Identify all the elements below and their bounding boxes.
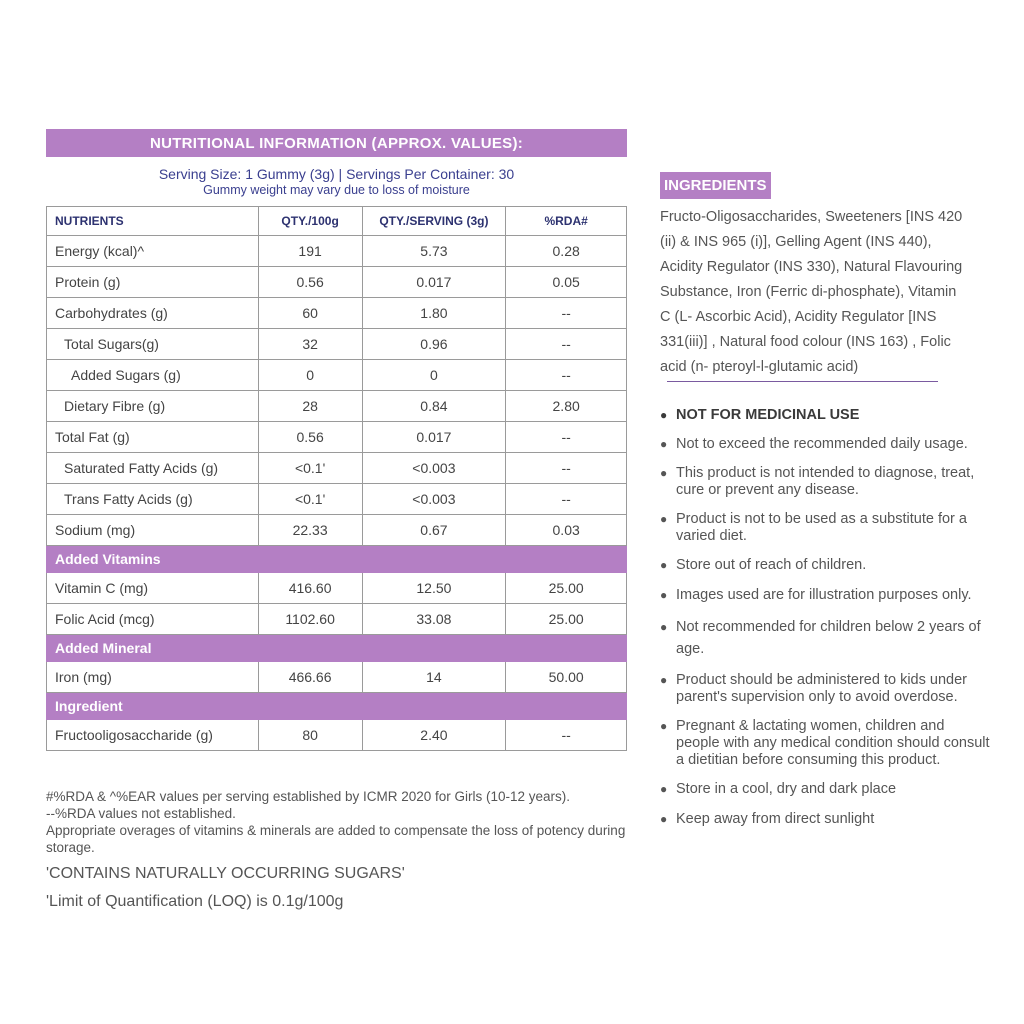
rda-value: -- — [506, 329, 627, 360]
rda-value: 0.03 — [506, 515, 627, 546]
table-row — [47, 604, 627, 635]
footnotes — [46, 788, 666, 916]
warning-text: Store in a cool, dry and dark place — [676, 781, 897, 797]
section-cell — [258, 693, 362, 720]
qty-per100: 60 — [258, 298, 362, 329]
col-header-nutrients: NUTRIENTS — [47, 207, 259, 236]
col-header-serving: QTY./SERVING (3g) — [362, 207, 506, 236]
section-cell — [258, 635, 362, 662]
warning-text: Product is not to be used as a substitute for a varied diet. — [676, 511, 967, 544]
table-row — [47, 360, 627, 391]
ingredients-text: Fructo-Oligosaccharides, Sweeteners [INS 420 (ii) & INS 965 (i)], Gelling Agent (INS 440), Acidity Regulator (INS 330), Natural Flavouring Substance, Iron (Ferric di-phosphate), Vitamin C (L- Ascorbic Acid), Acidity Regulator [INS 331(iii)] , Natural food colour (INS 163) , Folic acid (n- pteroyl-l-glutamic acid) — [660, 209, 963, 375]
nutrition-header: NUTRITIONAL INFORMATION (APPROX. VALUES): — [46, 129, 627, 157]
section-cell — [362, 635, 506, 662]
qty-serving: 0 — [362, 360, 506, 391]
qty-per100: 0.56 — [258, 267, 362, 298]
qty-per100: 191 — [258, 236, 362, 267]
list-item — [660, 407, 990, 424]
table-row — [47, 267, 627, 298]
qty-per100: 28 — [258, 391, 362, 422]
nutrient-name: Added Sugars (g) — [47, 360, 259, 391]
nutrient-name: Iron (mg) — [47, 662, 259, 693]
qty-serving: 14 — [362, 662, 506, 693]
weight-note: Gummy weight may vary due to loss of moisture — [203, 183, 470, 197]
nutrient-name: Protein (g) — [47, 267, 259, 298]
table-row — [47, 573, 627, 604]
nutrient-name: Total Sugars(g) — [47, 329, 259, 360]
footnote-rda-not-established: --%RDA values not established. — [46, 806, 236, 821]
nutrient-name: Saturated Fatty Acids (g) — [47, 453, 259, 484]
qty-per100: 0 — [258, 360, 362, 391]
qty-serving: 12.50 — [362, 573, 506, 604]
list-item — [660, 616, 990, 660]
qty-per100: 32 — [258, 329, 362, 360]
warning-text: Store out of reach of children. — [676, 557, 867, 573]
qty-serving: 2.40 — [362, 720, 506, 751]
table-row — [47, 422, 627, 453]
nutrient-name: Total Fat (g) — [47, 422, 259, 453]
footnote-overages: Appropriate overages of vitamins & minerals are added to compensate the loss of potency during storage. — [46, 823, 626, 855]
section-row-ingredient — [47, 693, 627, 720]
list-item — [660, 781, 990, 798]
list-item — [660, 511, 990, 545]
qty-serving: 0.017 — [362, 422, 506, 453]
section-cell — [506, 635, 627, 662]
warning-text: NOT FOR MEDICINAL USE — [676, 407, 860, 423]
footnote-naturally-occurring-sugars: 'CONTAINS NATURALLY OCCURRING SUGARS' — [46, 865, 405, 882]
bullet-icon: ● — [660, 673, 668, 687]
list-item — [660, 557, 990, 574]
col-header-per100: QTY./100g — [258, 207, 362, 236]
table-row — [47, 391, 627, 422]
warning-text: Not to exceed the recommended daily usage. — [676, 436, 968, 452]
rda-value: 0.05 — [506, 267, 627, 298]
warning-text: Not recommended for children below 2 years of age. — [676, 619, 981, 657]
list-item — [660, 718, 990, 769]
bullet-icon: ● — [660, 437, 668, 451]
qty-per100: 416.60 — [258, 573, 362, 604]
qty-serving: 33.08 — [362, 604, 506, 635]
rda-value: -- — [506, 720, 627, 751]
table-row — [47, 720, 627, 751]
rda-value: 25.00 — [506, 604, 627, 635]
qty-serving: 0.84 — [362, 391, 506, 422]
warning-text: This product is not intended to diagnose, treat, cure or prevent any disease. — [676, 465, 975, 498]
list-item — [660, 465, 990, 499]
divider — [667, 381, 938, 382]
list-item — [660, 811, 990, 828]
list-item — [660, 672, 990, 706]
bullet-icon: ● — [660, 812, 668, 826]
table-header-row — [47, 207, 627, 236]
table-row — [47, 484, 627, 515]
section-label-mineral: Added Mineral — [47, 635, 259, 662]
warning-text: Product should be administered to kids under parent's supervision only to avoid overdose. — [676, 672, 967, 705]
qty-per100: <0.1' — [258, 484, 362, 515]
qty-per100: 466.66 — [258, 662, 362, 693]
bullet-icon: ● — [660, 466, 668, 480]
rda-value: 25.00 — [506, 573, 627, 604]
nutrient-name: Fructooligosaccharide (g) — [47, 720, 259, 751]
bullet-icon: ● — [660, 512, 668, 526]
bullet-icon: ● — [660, 719, 668, 733]
ingredients-title: INGREDIENTS — [660, 172, 771, 199]
serving-size-line: Serving Size: 1 Gummy (3g) | Servings Per Container: 30 — [158, 166, 515, 182]
nutrient-name: Vitamin C (mg) — [47, 573, 259, 604]
list-item — [660, 436, 990, 453]
rda-value: -- — [506, 484, 627, 515]
table-row — [47, 298, 627, 329]
bullet-icon: ● — [660, 620, 668, 634]
rda-value: 2.80 — [506, 391, 627, 422]
bullet-icon: ● — [660, 408, 668, 422]
rda-value: -- — [506, 422, 627, 453]
section-cell — [506, 693, 627, 720]
qty-serving: <0.003 — [362, 484, 506, 515]
section-cell — [362, 546, 506, 573]
qty-per100: 0.56 — [258, 422, 362, 453]
section-cell — [362, 693, 506, 720]
bullet-icon: ● — [660, 558, 668, 572]
qty-serving: 5.73 — [362, 236, 506, 267]
qty-per100: 1102.60 — [258, 604, 362, 635]
qty-per100: <0.1' — [258, 453, 362, 484]
section-cell — [258, 546, 362, 573]
nutrition-table — [46, 206, 627, 751]
section-cell — [506, 546, 627, 573]
qty-serving: 0.96 — [362, 329, 506, 360]
table-row — [47, 236, 627, 267]
rda-value: -- — [506, 360, 627, 391]
nutrient-name: Sodium (mg) — [47, 515, 259, 546]
warning-text: Pregnant & lactating women, children and people with any medical condition should consult a dietitian before consuming this product. — [676, 718, 990, 768]
qty-serving: 1.80 — [362, 298, 506, 329]
rda-value: -- — [506, 453, 627, 484]
section-row-vitamins — [47, 546, 627, 573]
rda-value: -- — [506, 298, 627, 329]
bullet-icon: ● — [660, 782, 668, 796]
bullet-icon: ● — [660, 588, 668, 602]
section-label-vitamins: Added Vitamins — [47, 546, 259, 573]
table-row — [47, 515, 627, 546]
footnote-loq: 'Limit of Quantification (LOQ) is 0.1g/100g — [46, 893, 344, 910]
qty-serving: 0.017 — [362, 267, 506, 298]
warnings-list — [660, 407, 990, 828]
table-row — [47, 329, 627, 360]
warning-text: Keep away from direct sunlight — [676, 811, 875, 827]
table-row — [47, 662, 627, 693]
col-header-rda: %RDA# — [506, 207, 627, 236]
table-row — [47, 453, 627, 484]
qty-per100: 80 — [258, 720, 362, 751]
rda-value: 50.00 — [506, 662, 627, 693]
nutrient-name: Folic Acid (mcg) — [47, 604, 259, 635]
list-item — [660, 587, 990, 604]
nutrient-name: Carbohydrates (g) — [47, 298, 259, 329]
qty-serving: 0.67 — [362, 515, 506, 546]
section-row-mineral — [47, 635, 627, 662]
nutrient-name: Trans Fatty Acids (g) — [47, 484, 259, 515]
nutrient-name: Dietary Fibre (g) — [47, 391, 259, 422]
rda-value: 0.28 — [506, 236, 627, 267]
qty-serving: <0.003 — [362, 453, 506, 484]
section-label-ingredient: Ingredient — [47, 693, 259, 720]
serving-info — [46, 165, 627, 198]
qty-per100: 22.33 — [258, 515, 362, 546]
warning-text: Images used are for illustration purposes only. — [676, 587, 972, 603]
footnote-rda-ear: #%RDA & ^%EAR values per serving established by ICMR 2020 for Girls (10-12 years). — [46, 789, 571, 804]
nutrient-name: Energy (kcal)^ — [47, 236, 259, 267]
